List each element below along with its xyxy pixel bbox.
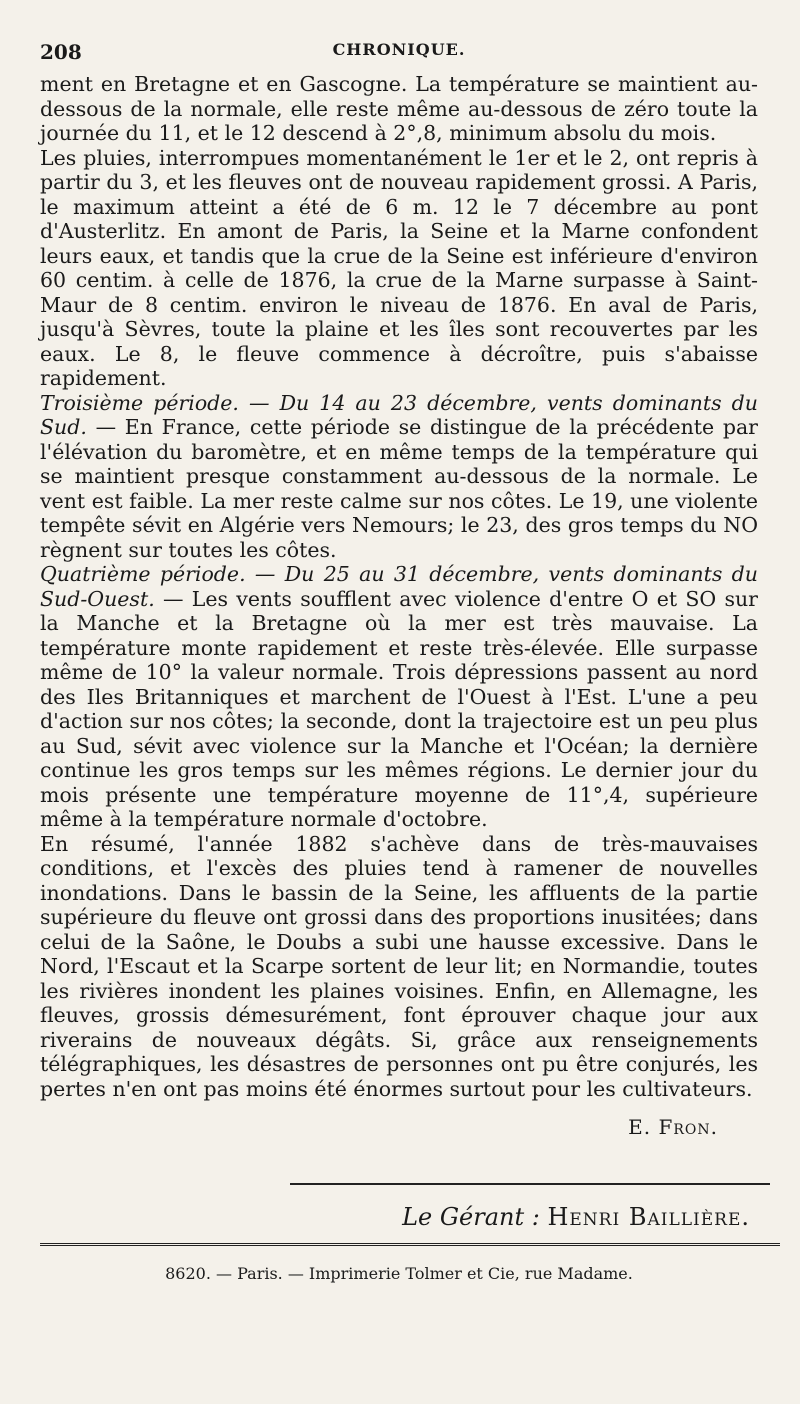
section-4-heading: Quatrième période. — Du 25 au 31 décembre, vents dominants du Sud-Ouest.: [40, 562, 758, 611]
section-3-text: — En France, cette période se distingue de la précédente par l'élévation du baromètre, et en même temps de la température qui se maintient presque constamment au-dessous de la normale. Le vent est faible. La mer reste calme sur nos côtes. Le 19, une violente tempête sévit en Algérie vers Nemours; le 23, des gros temps du NO règnent sur toutes les côtes.: [40, 415, 758, 562]
section-3-heading: Troisième période. — Du 14 au 23 décembre, vents dominants du Sud.: [40, 390, 758, 439]
section-3: [40, 391, 758, 563]
printer-imprint: 8620. — Paris. — Imprimerie Tolmer et Cie, rue Madame.: [165, 1264, 633, 1283]
page-number: 208: [40, 40, 82, 64]
page-header: [40, 32, 758, 72]
gerant-line: [40, 1203, 758, 1231]
divider-rule: [290, 1183, 770, 1185]
section-4-text: — Les vents soufflent avec violence d'entre O et SO sur la Manche et la Bretagne où la mer est très mauvaise. La température monte rapidement et reste très-élevée. Elle surpasse même de 10° la valeur normale. Trois dépressions passent au nord des Iles Britanniques et marchent de l'Ouest à l'Est. L'une a peu d'action sur nos côtes; la seconde, dont la trajectoire est un peu plus au Sud, sévit avec violence sur la Manche et l'Océan; la dernière continue les gros temps sur les mêmes régions. Le dernier jour du mois présente une température moyenne de 11°,4, supérieure même à la température normale d'octobre.: [40, 586, 758, 831]
summary-paragraph: En résumé, l'année 1882 s'achève dans de très-mauvaises conditions, et l'excès des pluies tend à ramener de nouvelles inondations. Dans le bassin de la Seine, les affluents de la partie supérieure du fleuve ont grossi dans des proportions inusitées; dans celui de la Saône, le Doubs a subi une hausse excessive. Dans le Nord, l'Escaut et la Scarpe sortent de leur lit; en Normandie, toutes les rivières inondent les plaines voisines. Enfin, en Allemagne, les fleuves, grossis démesurément, font éprouver chaque jour aux riverains de nouveaux dégâts. Si, grâce aux renseignements télégraphiques, les désastres de personnes ont pu être conjurés, les pertes n'en ont pas moins été énormes surtout pour les cultivateurs.: [40, 831, 758, 1101]
paragraph-2: Les pluies, interrompues momentanément le 1er et le 2, ont repris à partir du 3, et les fleuves ont de nouveau rapidement grossi. A Paris, le maximum atteint a été de 6 m. 12 le 7 décembre au pont d'Austerlitz. En amont de Paris, la Seine et la Marne confondent leurs eaux, et tandis que la crue de la Seine est inférieure d'environ 60 centim. à celle de 1876, la crue de la Marne surpasse à Saint-Maur de 8 centim. environ le niveau de 1876. En aval de Paris, jusqu'à Sèvres, toute la plaine et les îles sont recouvertes par les eaux. Le 8, le fleuve commence à décroître, puis s'abaisse rapidement.: [40, 145, 758, 390]
body-text: [40, 72, 758, 1101]
document-page: [40, 32, 758, 1283]
running-title: CHRONIQUE.: [332, 40, 466, 59]
section-4: [40, 562, 758, 832]
paragraph-1: ment en Bretagne et en Gascogne. La température se maintient au-dessous de la normale, elle reste même au-dessous de zéro toute la journée du 11, et le 12 descend à 2°,8, minimum absolu du mois.: [40, 72, 758, 145]
gerant-name: Henri Baillière.: [547, 1203, 750, 1231]
author-signature: E. Fron.: [628, 1115, 718, 1139]
footer-rule: [40, 1243, 780, 1246]
gerant-label: Le Gérant :: [402, 1203, 540, 1231]
